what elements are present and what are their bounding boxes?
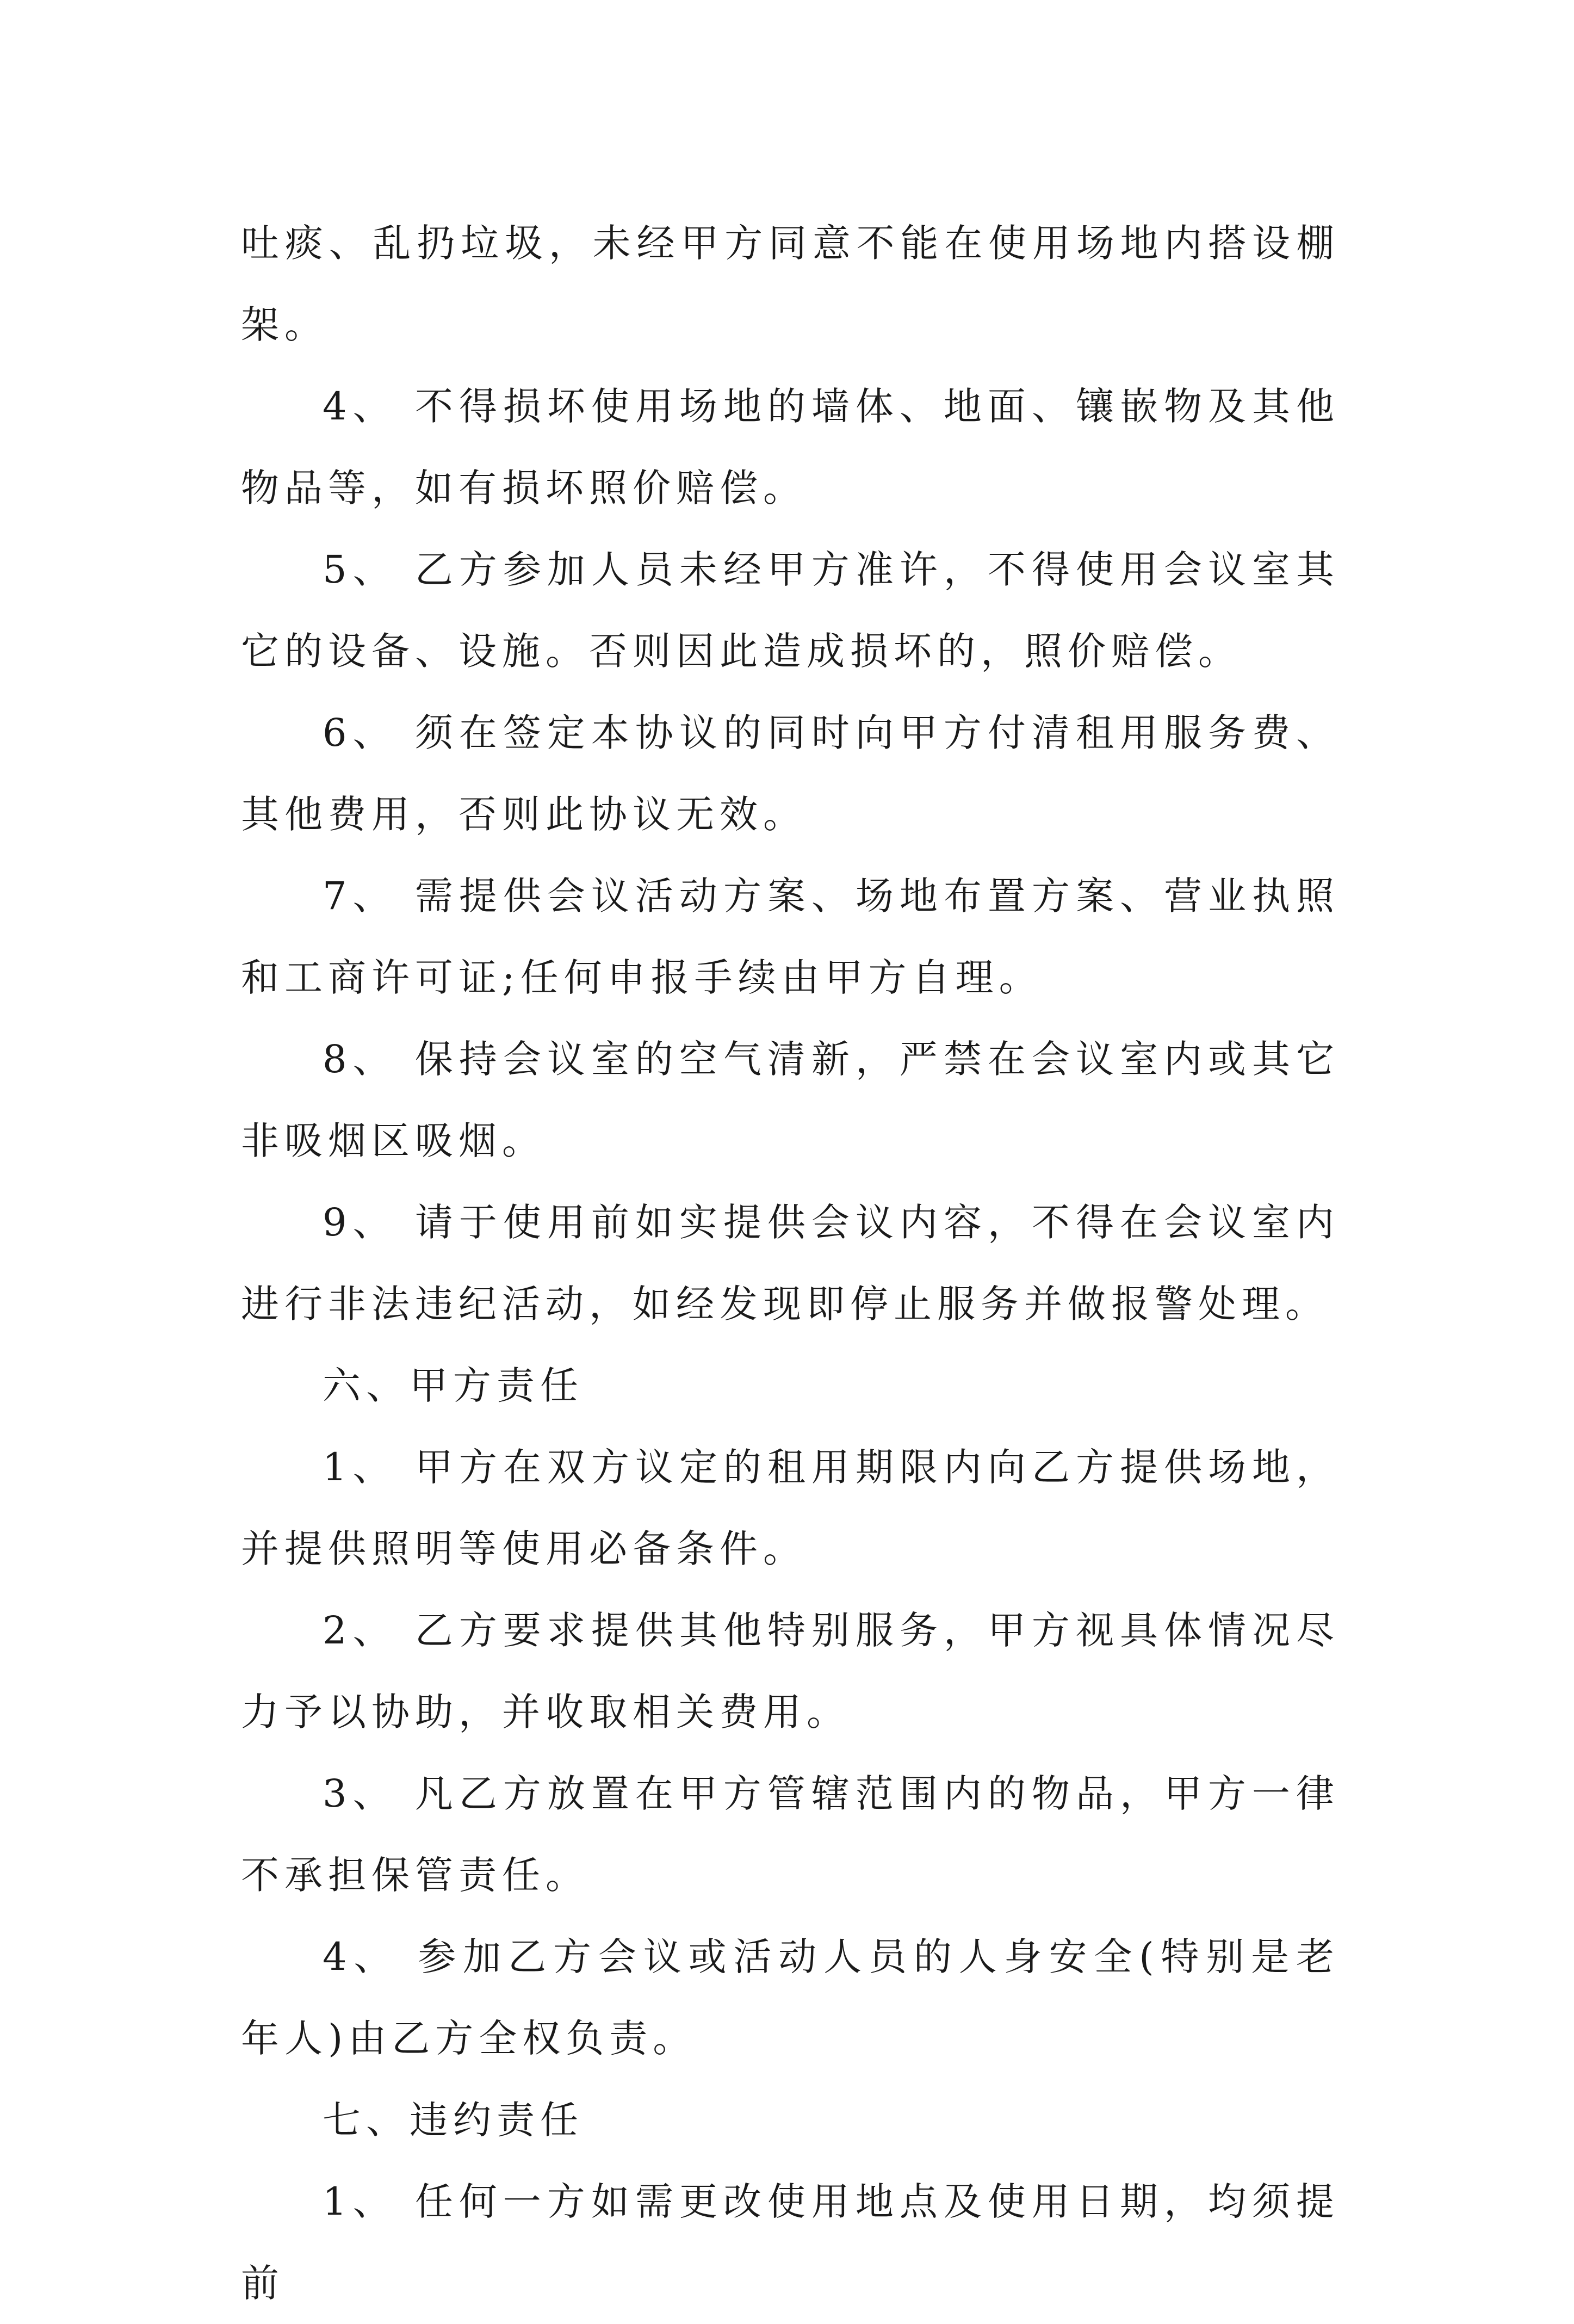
- paragraph-item-4: 4、 不得损坏使用场地的墙体、地面、镶嵌物及其他物品等，如有损坏照价赔偿。: [241, 384, 1340, 510]
- section-heading-party-a: 六、甲方责任: [323, 1363, 584, 1408]
- document-body: [241, 202, 1340, 2324]
- paragraph-party-a-3: 3、 凡乙方放置在甲方管辖范围内的物品，甲方一律不承担保管责任。: [241, 1771, 1340, 1897]
- paragraph-party-a-4: 4、 参加乙方会议或活动人员的人身安全(特别是老年人)由乙方全权负责。: [241, 1934, 1340, 2061]
- paragraph-item-6: 6、 须在签定本协议的同时向甲方付清租用服务费、其他费用，否则此协议无效。: [241, 710, 1340, 837]
- paragraph-party-a-1: 1、 甲方在双方议定的租用期限内向乙方提供场地，并提供照明等使用必备条件。: [241, 1445, 1340, 1571]
- section-heading-breach: 七、违约责任: [323, 2098, 584, 2142]
- paragraph-item-8: 8、 保持会议室的空气清新，严禁在会议室内或其它非吸烟区吸烟。: [241, 1037, 1340, 1163]
- paragraph-item-9: 9、 请于使用前如实提供会议内容，不得在会议室内进行非法违纪活动，如经发现即停止服务并做报警处理。: [241, 1200, 1340, 1326]
- paragraph-breach-1: 1、 任何一方如需更改使用地点及使用日期，均须提前: [241, 2179, 1340, 2306]
- paragraph-item-5: 5、 乙方参加人员未经甲方准许，不得使用会议室其它的设备、设施。否则因此造成损坏的，照价赔偿。: [241, 547, 1340, 673]
- paragraph-party-a-2: 2、 乙方要求提供其他特别服务，甲方视具体情况尽力予以协助，并收取相关费用。: [241, 1608, 1340, 1734]
- paragraph-item-7: 7、 需提供会议活动方案、场地布置方案、营业执照和工商许可证;任何申报手续由甲方自理。: [241, 874, 1340, 1000]
- paragraph-continued: 吐痰、乱扔垃圾，未经甲方同意不能在使用场地内搭设棚架。: [241, 221, 1340, 347]
